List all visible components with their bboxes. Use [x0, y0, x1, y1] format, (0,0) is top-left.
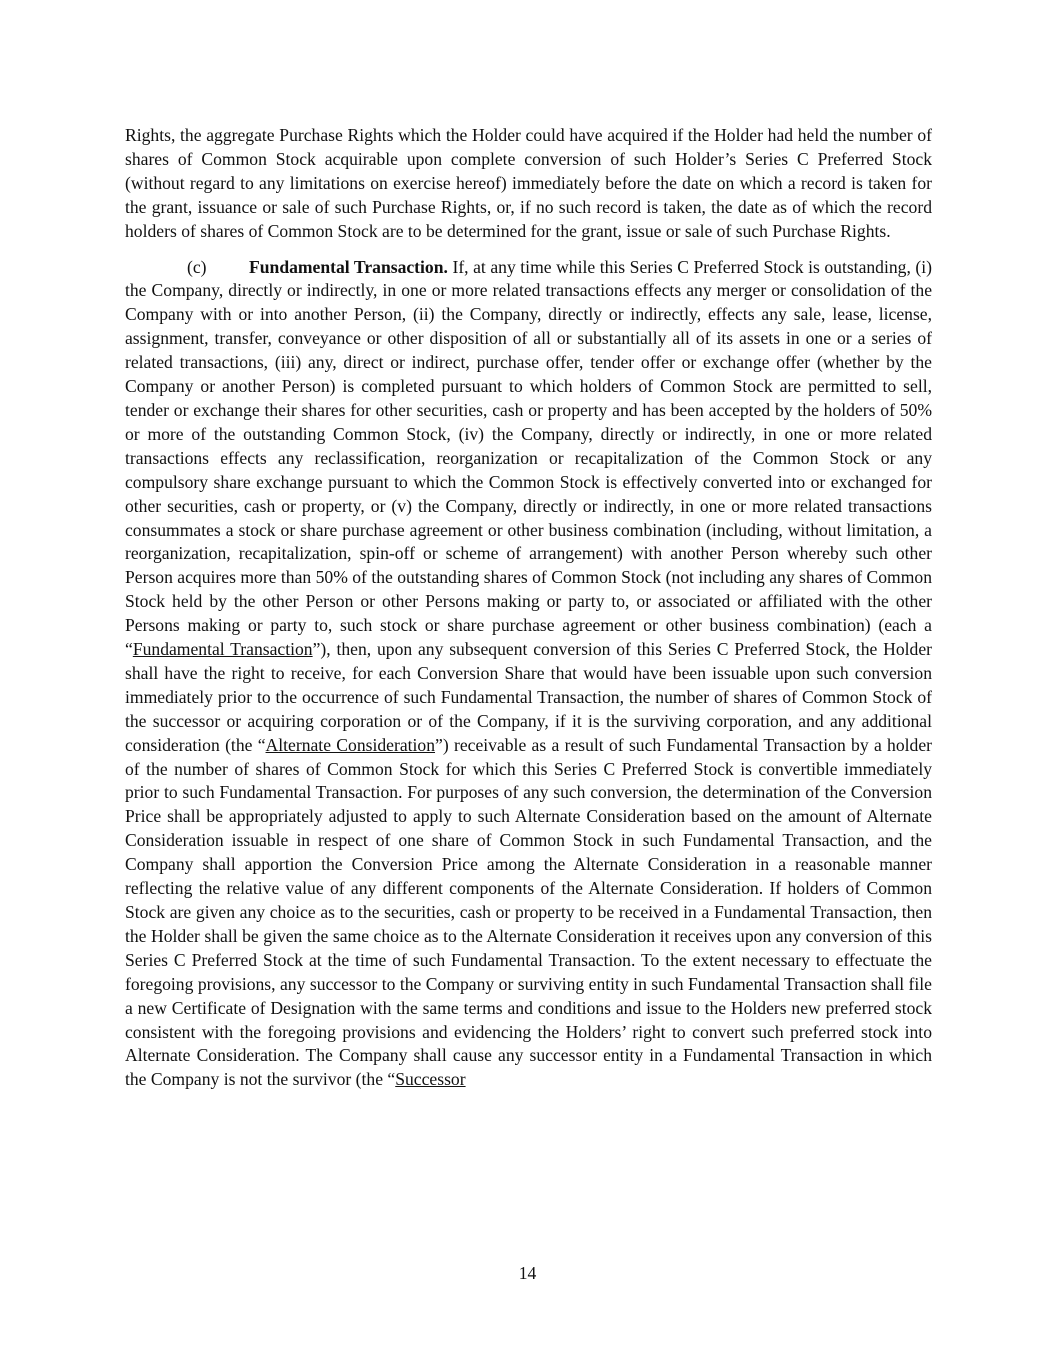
- section-text-2: ”), then, upon any subsequent conversion of this Series C Preferred Stock, the Holder shall have the right to receive, for each Conversion Share that would have been issuable upon such conversion immediately prior to the occurrence of such Fundamental Transaction, the number of shares of Common Stock of the successor or acquiring corporation or of the Company, if it is the surviving corporation, and any additional consideration (the “: [125, 639, 933, 755]
- defined-term-alternate-consideration: Alternate Consideration: [265, 734, 436, 755]
- defined-term-successor: Successor: [395, 1069, 466, 1090]
- section-text-1: If, at any time while this Series C Preferred Stock is outstanding, (i) the Company, directly or indirectly, in one or more related transactions effects any merger or consolidation of the Company with or into another Person, (ii) the Company, directly or indirectly, effects any sale, lease, license, assignment, transfer, conveyance or other disposition of all or substantially all of its assets in one or a series of related transactions, (iii) any, direct or indirect, purchase offer, tender offer or exchange offer (whether by the Company or another Person) is completed pursuant to which holders of Common Stock are permitted to sell, tender or exchange their shares for other securities, cash or property and has been accepted by the holders of 50% or more of the outstanding Common Stock, (iv) the Company, directly or indirectly, in one or more related transactions effects any reclassification, reorganization or recapitalization of the Common Stock or any compulsory share exchange pursuant to which the Common Stock is effectively converted into or exchanged for other securities, cash or property, or (v) the Company, directly or indirectly, in one or more related transactions consummates a stock or share purchase agreement or other business combination (including, without limitation, a reorganization, recapitalization, spin-off or scheme of arrangement) with another Person whereby such other Person acquires more than 50% of the outstanding shares of Common Stock (not including any shares of Common Stock held by the other Person or other Persons making or party to, or associated or affiliated with the other Persons making or party to, such stock or share purchase agreement or other business combination) (each a “: [125, 256, 933, 660]
- page-number: 14: [518, 1263, 537, 1283]
- paragraph-purchase-rights: Rights, the aggregate Purchase Rights which the Holder could have acquired if the Holder had held the number of shares of Common Stock acquirable upon complete conversion of such Holder’s Series C Preferred Stock (without regard to any limitations on exercise hereof) immediately before the date on which a record is taken for the grant, issuance or sale of such Purchase Rights, or, if no such record is taken, the date as of which the record holders of shares of Common Stock are to be determined for the grant, issue or sale of such Purchase Rights.: [125, 125, 932, 241]
- section-text-3: ”) receivable as a result of such Fundamental Transaction by a holder of the number of shares of Common Stock for which this Series C Preferred Stock is convertible immediately prior to such Fundamental Transaction. For purposes of any such conversion, the determination of the Conversion Price shall be appropriately adjusted to apply to such Alternate Consideration based on the amount of Alternate Consideration issuable in respect of one share of Common Stock in such Fundamental Transaction, and the Company shall apportion the Conversion Price among the Alternate Consideration in a reasonable manner reflecting the relative value of any different components of the Alternate Consideration. If holders of Common Stock are given any choice as to the securities, cash or property to be received in a Fundamental Transaction, then the Holder shall be given the same choice as to the Alternate Consideration it receives upon any conversion of this Series C Preferred Stock at the time of such Fundamental Transaction. To the extent necessary to effectuate the foregoing provisions, any successor to the Company or surviving entity in such Fundamental Transaction shall file a new Certificate of Designation with the same terms and conditions and issue to the Holders new preferred stock consistent with the foregoing provisions and evidencing the Holders’ right to convert such preferred stock into Alternate Consideration. The Company shall cause any successor entity in a Fundamental Transaction in which the Company is not the survivor (the “: [125, 734, 932, 1090]
- section-label: (c): [187, 256, 207, 277]
- defined-term-fundamental-transaction: Fundamental Transaction: [132, 639, 313, 660]
- paragraph-fundamental-transaction: [125, 256, 932, 1093]
- section-heading: Fundamental Transaction.: [249, 256, 448, 277]
- document-page: [125, 124, 932, 1092]
